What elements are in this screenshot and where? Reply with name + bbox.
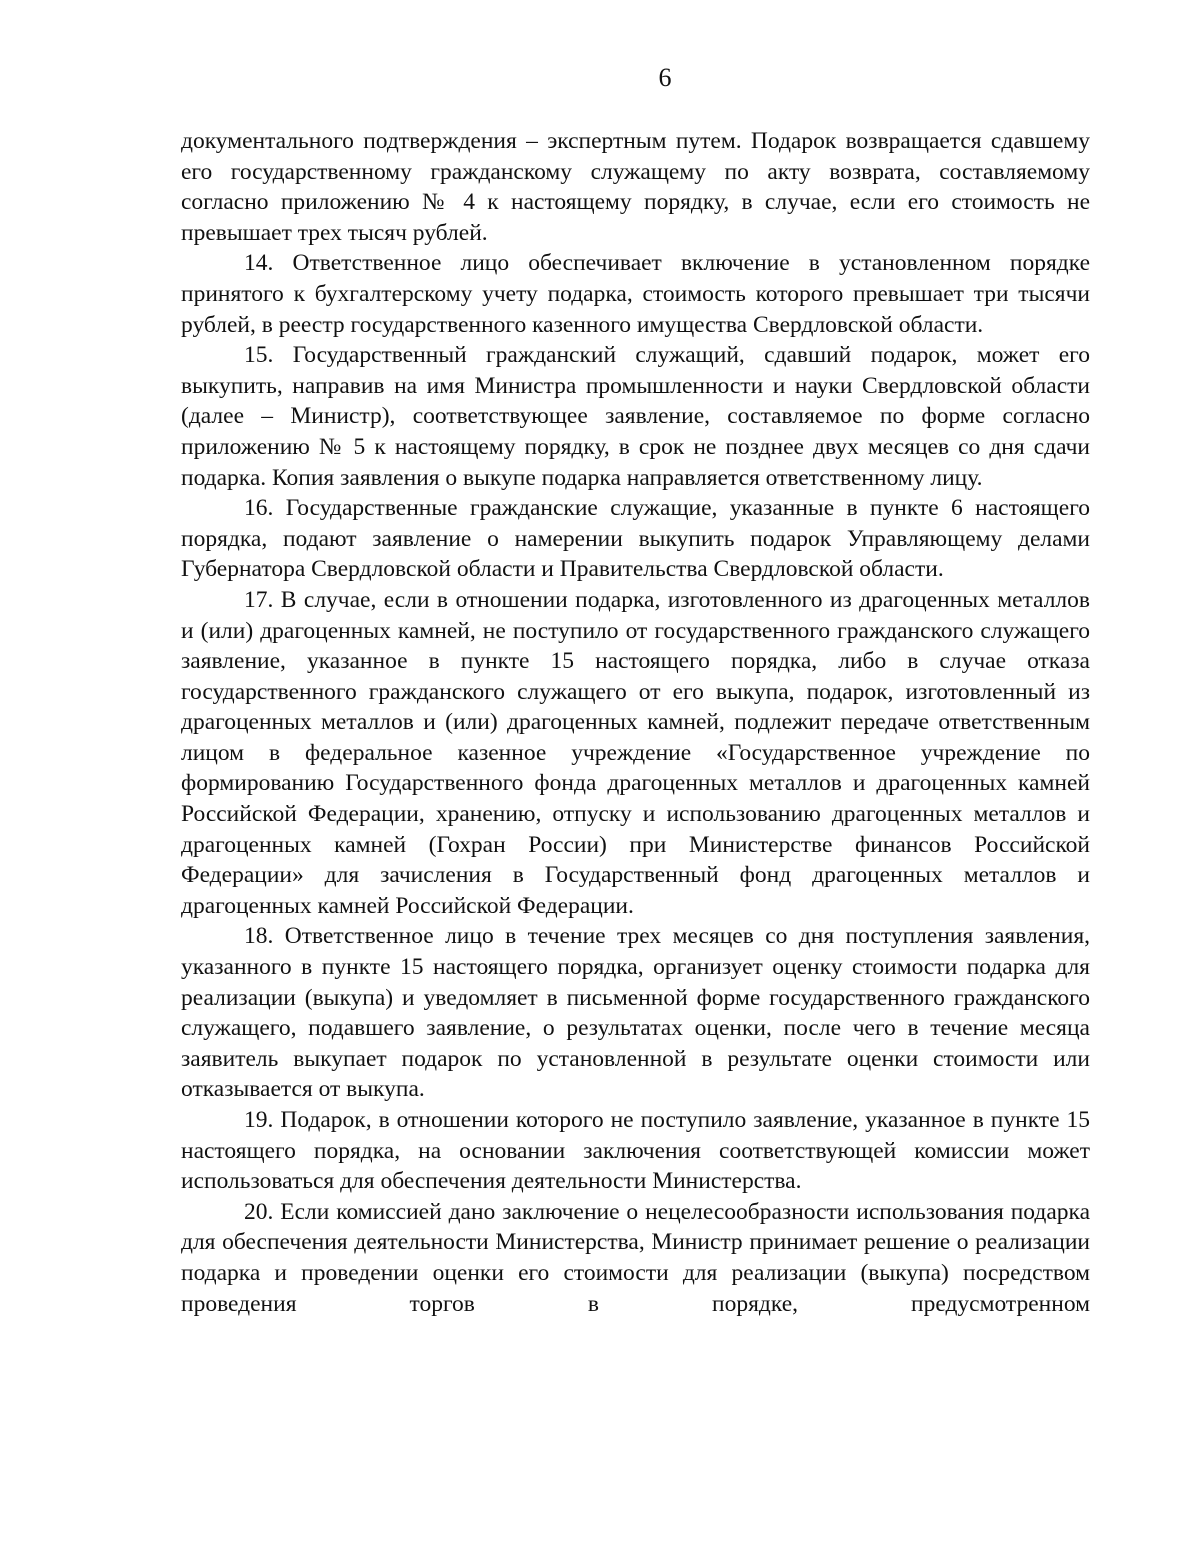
paragraph-16: 16. Государственные гражданские служащие, указанные в пункте 6 настоящего порядка, подают заявление о намерении выкупить подарок Управляющему делами Губернатора Свердловской области и Правительства Свердловской области. <box>181 495 1090 583</box>
paragraph-20: 20. Если комиссией дано заключение о нецелесообразности использования подарка для обеспечения деятельности Министерства, Министр принимает решение о реализации подарка и проведении оценки его стоимости для реализации (выкупа) посредством проведения торгов в порядке, предусмотренном <box>181 1198 1090 1317</box>
document-body <box>181 126 1090 1319</box>
paragraph-18: 18. Ответственное лицо в течение трех месяцев со дня поступления заявления, указанного в пункте 15 настоящего порядка, организует оценку стоимости подарка для реализации (выкупа) и уведомляет в письменной форме государственного гражданского служащего, подавшего заявление, о результатах оценки, после чего в течение месяца заявитель выкупает подарок по установленной в результате оценки стоимости или отказывается от выкупа. <box>181 923 1090 1103</box>
paragraph-15: 15. Государственный гражданский служащий, сдавший подарок, может его выкупить, направив на имя Министра промышленности и науки Свердловской области (далее – Министр), соответствующее заявление, составляемое по форме согласно приложению № 5 к настоящему порядку, в срок не позднее двух месяцев со дня сдачи подарка. Копия заявления о выкупе подарка направляется ответственному лицу. <box>181 342 1090 491</box>
paragraph-14: 14. Ответственное лицо обеспечивает включение в установленном порядке принятого к бухгалтерскому учету подарка, стоимость которого превышает три тысячи рублей, в реестр государственного казенного имущества Свердловской области. <box>181 250 1090 338</box>
paragraph-13-continued: документального подтверждения – экспертным путем. Подарок возвращается сдавшему его государственному гражданскому служащему по акту возврата, составляемому согласно приложению № 4 к настоящему порядку, в случае, если его стоимость не превышает трех тысяч рублей. <box>181 128 1090 246</box>
paragraph-19: 19. Подарок, в отношении которого не поступило заявление, указанное в пункте 15 настоящего порядка, на основании заключения соответствующей комиссии может использоваться для обеспечения деятельности Министерства. <box>181 1107 1090 1195</box>
page-number: 6 <box>658 63 672 92</box>
paragraph-17: 17. В случае, если в отношении подарка, изготовленного из драгоценных металлов и (или) драгоценных камней, не поступило от государственного гражданского служащего заявление, указанное в пункте 15 настоящего порядка, либо в случае отказа государственного гражданского служащего от его выкупа, подарок, изготовленный из драгоценных металлов и (или) драгоценных камней, подлежит передаче ответственным лицом в федеральное казенное учреждение «Государственное учреждение по формированию Государственного фонда драгоценных металлов и драгоценных камней Российской Федерации, хранению, отпуску и использованию драгоценных металлов и драгоценных камней (Гохран России) при Министерстве финансов Российской Федерации» для зачисления в Государственный фонд драгоценных металлов и драгоценных камней Российской Федерации. <box>181 586 1090 919</box>
